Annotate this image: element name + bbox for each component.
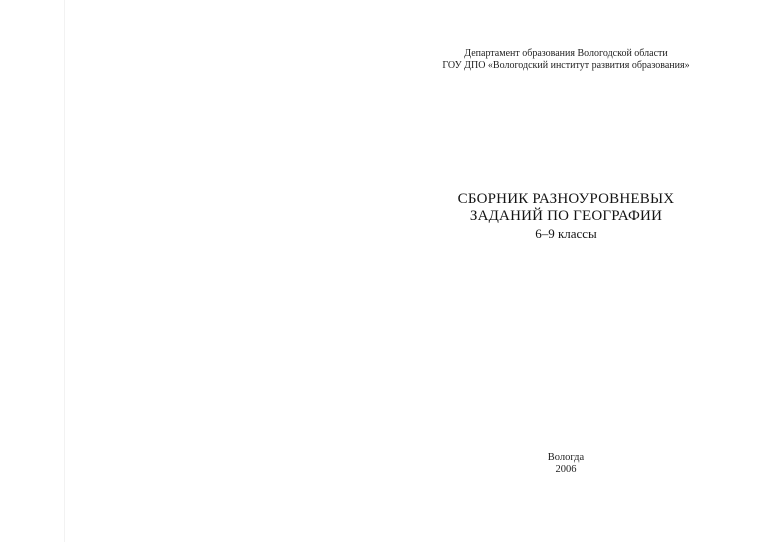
publisher-line-2: ГОУ ДПО «Вологодский институт развития образования» bbox=[442, 60, 690, 71]
publisher-line-1: Департамент образования Вологодской области bbox=[464, 48, 668, 59]
imprint-city: Вологда bbox=[547, 452, 585, 463]
page-edge-line bbox=[64, 0, 65, 542]
book-title-grades: 6–9 классы bbox=[535, 226, 597, 241]
imprint-year: 2006 bbox=[555, 464, 577, 475]
publisher-block bbox=[366, 48, 766, 72]
book-title-block bbox=[366, 191, 766, 242]
imprint-block bbox=[366, 452, 766, 476]
book-title-line-1: СБОРНИК РАЗНОУРОВНЕВЫХ bbox=[457, 191, 675, 207]
book-title-line-2: ЗАДАНИЙ ПО ГЕОГРАФИИ bbox=[469, 208, 663, 224]
